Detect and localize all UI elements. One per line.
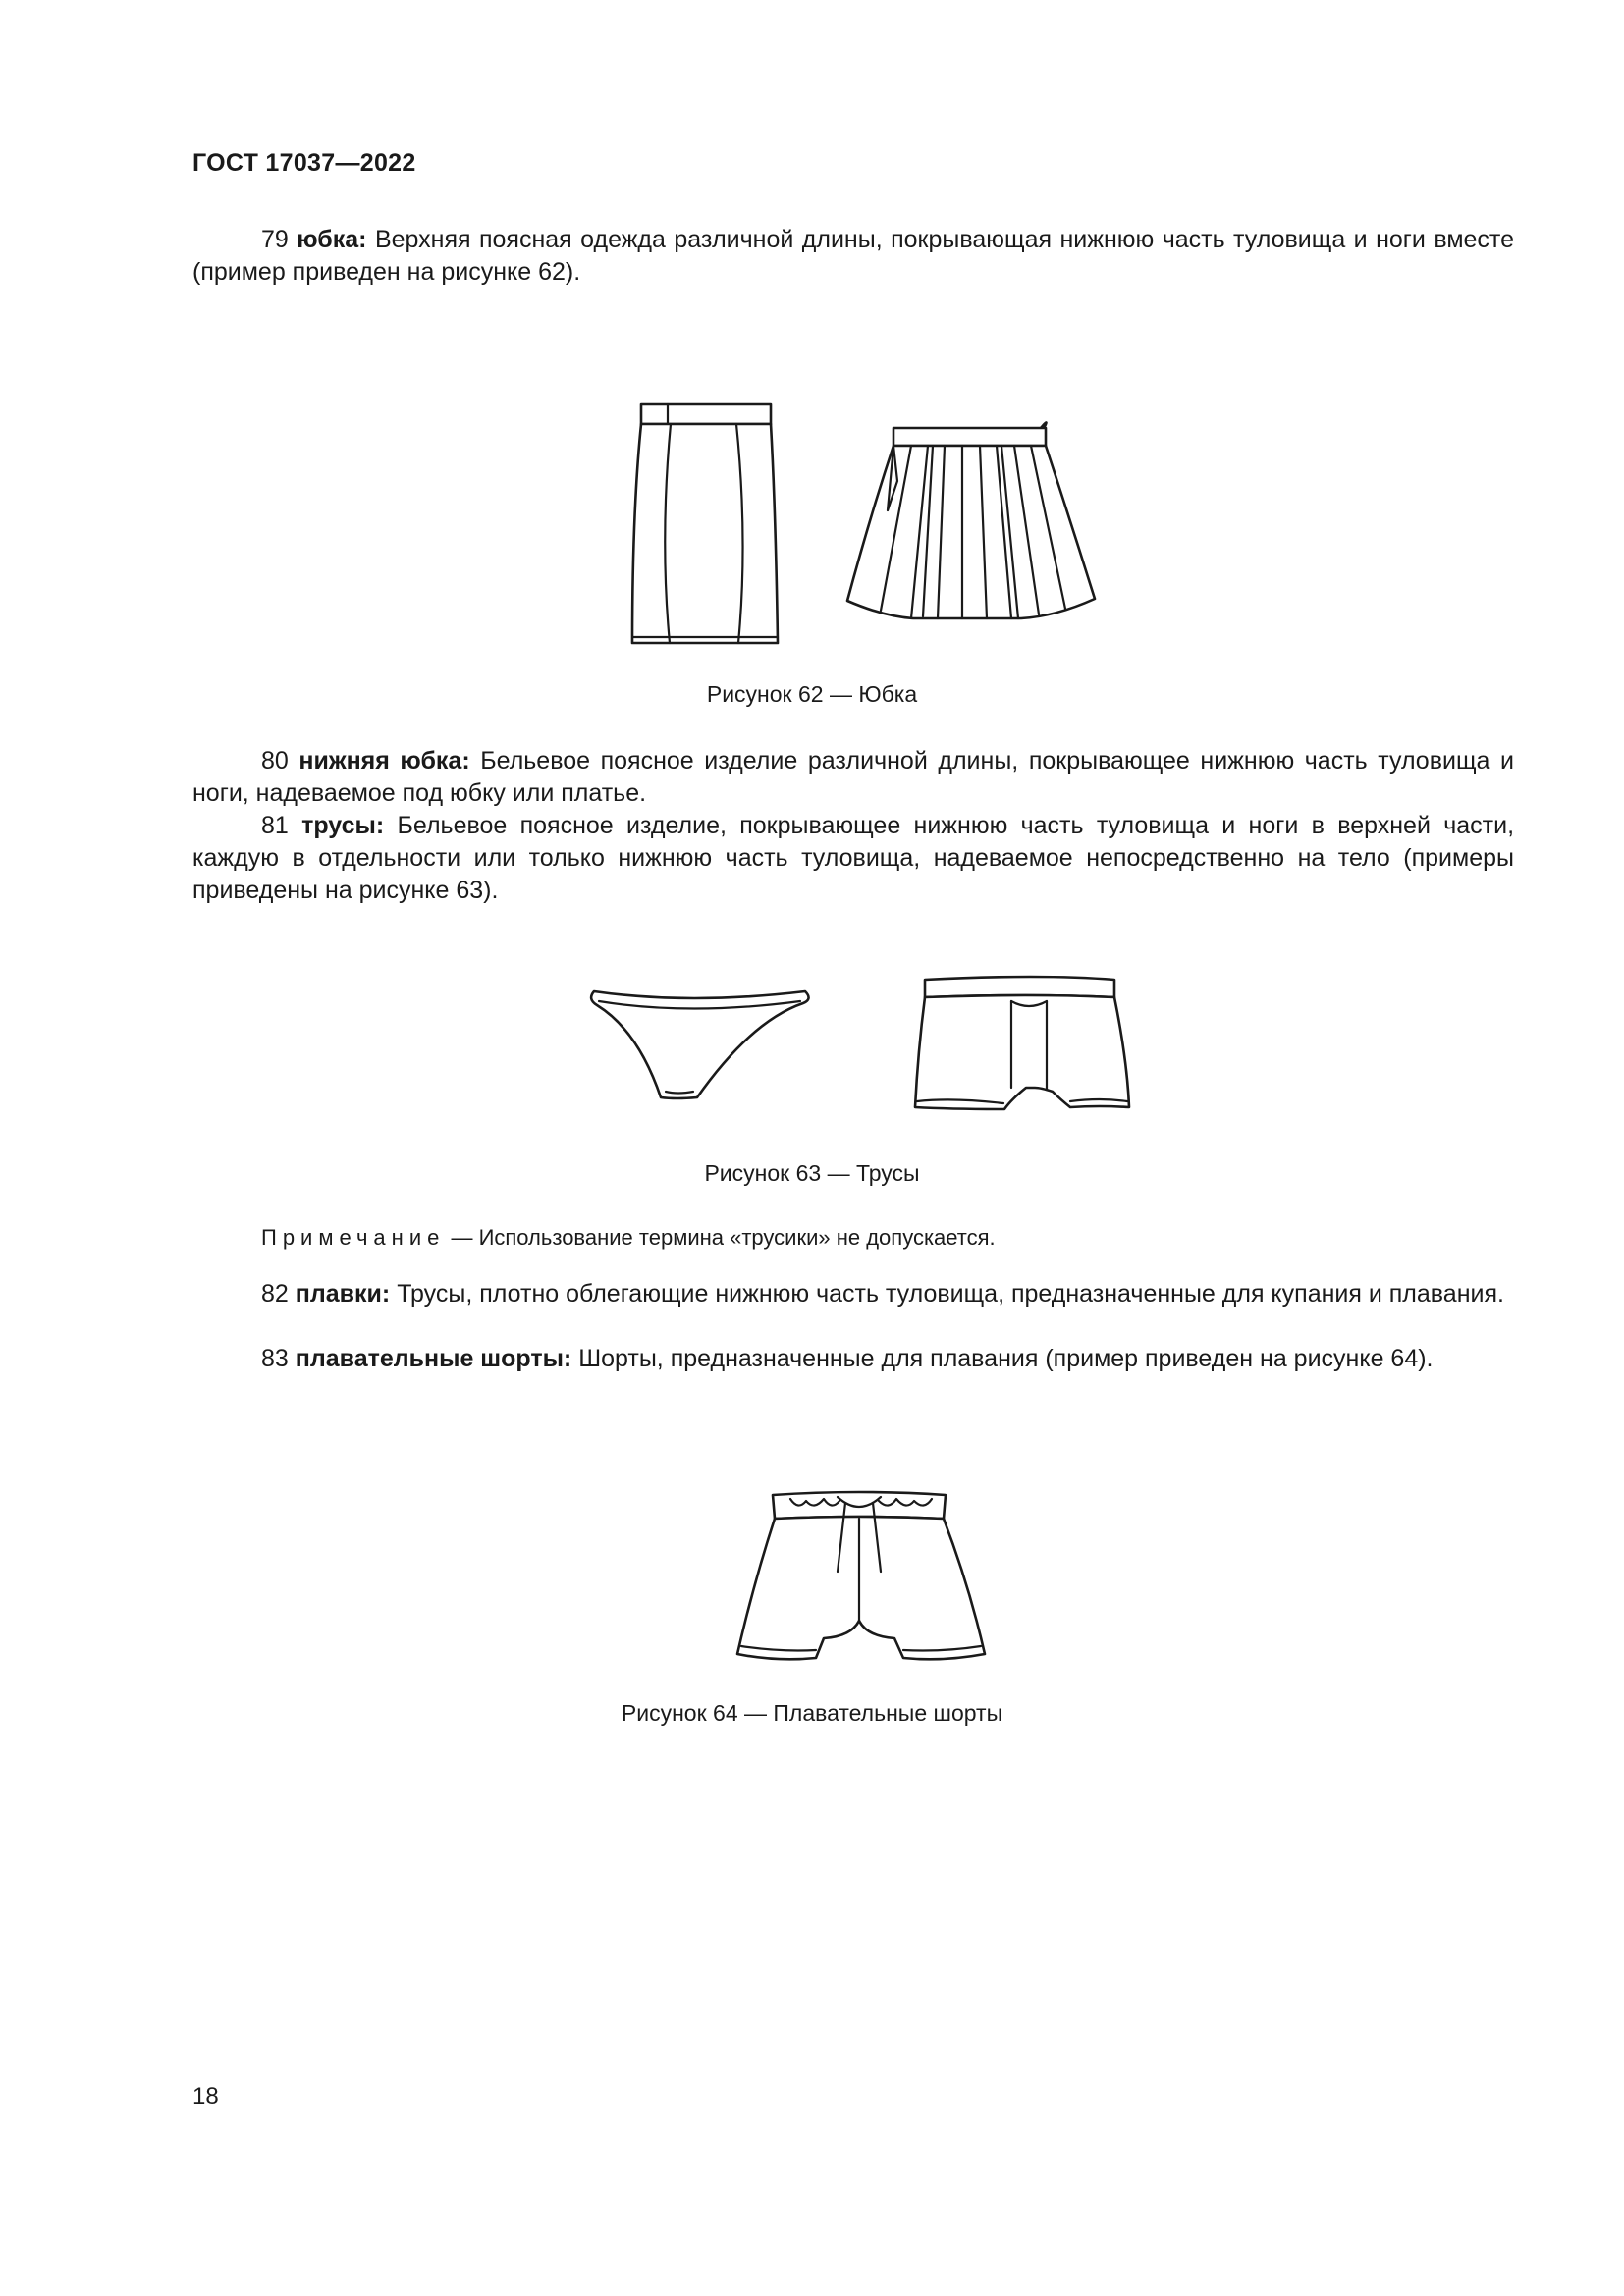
swim-shorts-icon (737, 1492, 985, 1659)
boxer-briefs-icon (915, 977, 1129, 1109)
term-83 (192, 1343, 1514, 1375)
term-number: 79 (261, 226, 289, 253)
term-definition: Верхняя поясная одежда различной длины, покрывающая нижнюю часть туловища и ноги вместе (пример приведен на рисунке 62). (192, 226, 1514, 286)
term-number: 81 (261, 812, 289, 839)
term-definition: Шорты, предназначенные для плавания (пример приведен на рисунке 64). (578, 1345, 1434, 1372)
note-text: — Использование термина «трусики» не допускается. (451, 1225, 996, 1250)
page-number: 18 (192, 2083, 219, 2109)
briefs-icon (591, 991, 808, 1098)
pencil-skirt-icon (632, 404, 778, 643)
term-number: 80 (261, 747, 289, 774)
term-number: 83 (261, 1345, 289, 1372)
term-80 (192, 745, 1514, 810)
pleated-skirt-icon (847, 422, 1095, 618)
figure-63-caption: Рисунок 63 — Трусы (704, 1160, 920, 1186)
term-name: плавательные шорты: (295, 1345, 572, 1372)
term-number: 82 (261, 1280, 289, 1308)
figure-62-drawing (589, 393, 1119, 658)
term-definition: Трусы, плотно облегающие нижнюю часть туловища, предназначенные для купания и плавания. (397, 1280, 1504, 1308)
note-label: Примечание (261, 1225, 446, 1250)
figure-64-caption: Рисунок 64 — Плавательные шорты (621, 1700, 1003, 1726)
term-name: трусы: (301, 812, 385, 839)
term-name: юбка: (297, 226, 367, 253)
term-81 (192, 810, 1514, 907)
term-79 (192, 224, 1514, 289)
figure-63-drawing (579, 962, 1149, 1129)
term-name: нижняя юбка: (298, 747, 470, 774)
term-definition: Бельевое поясное изделие, покрывающее нижнюю часть туловища и ноги в верхней части, каждую в отдельности или только нижнюю часть туловища, надеваемое непосредственно на тело (примеры приведены на рисунке 63). (192, 812, 1515, 904)
figure-62-caption: Рисунок 62 — Юбка (706, 681, 918, 707)
term-name: плавки: (295, 1280, 391, 1308)
document-header: ГОСТ 17037—2022 (192, 149, 416, 177)
term-definition: Бельевое поясное изделие различной длины, покрывающее нижнюю часть туловища и ноги, надеваемое под юбку или платье. (192, 747, 1514, 807)
figure-64-drawing (722, 1477, 997, 1674)
term-82 (192, 1278, 1514, 1310)
note (261, 1225, 996, 1251)
